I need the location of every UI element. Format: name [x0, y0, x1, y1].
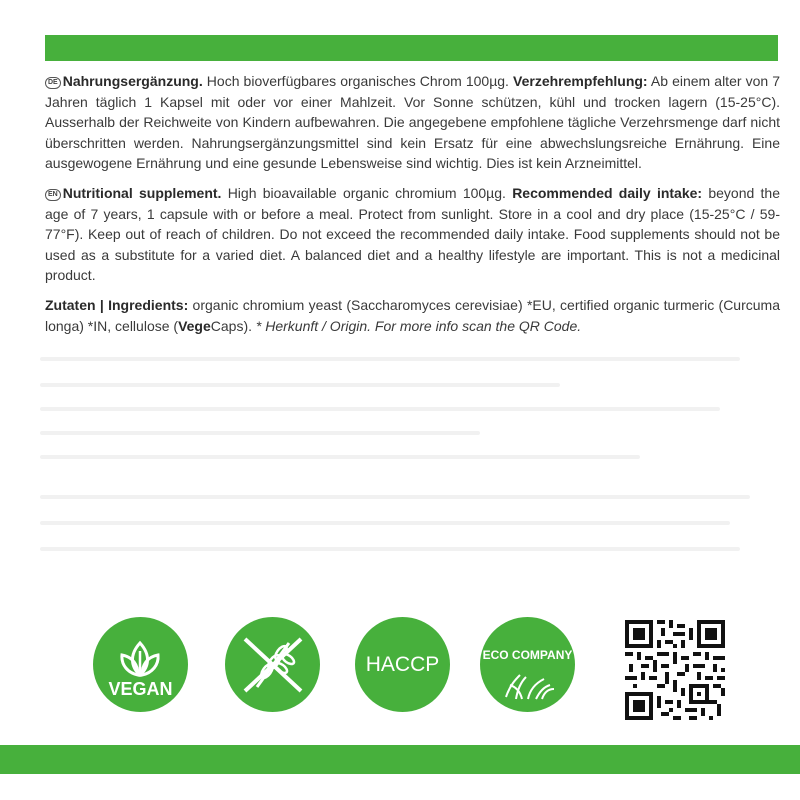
ingredients-label: Zutaten | Ingredients:: [45, 297, 189, 313]
en-recommend-label: Recommended daily intake:: [512, 185, 703, 201]
haccp-badge: [355, 617, 450, 712]
en-text-2: beyond the age of 7 years, 1 capsule with or before a meal. Protect from sunlight. Store in a cool and dry place (15-25°C / 59-77°F). Keep out of reach of children. Do not exceed the recommended daily intake. Food supplements should not be used as a substitute for a varied diet. A balanced diet and a healthy lifestyle are important. This is not a medicinal product.: [45, 185, 780, 283]
haccp-label: HACCP: [365, 653, 440, 676]
gluten-free-badge: [225, 617, 320, 712]
german-description: [45, 71, 780, 174]
lang-tag-de: DE: [45, 77, 61, 89]
de-text-2: Ab einem alter von 7 Jahren täglich 1 Kapsel mit oder vor einer Mahlzeit. Vor Sonne schützen, kühl und trocken lagern (15-25°C). Ausserhalb der Reichweite von Kindern aufbewahren. Die angegebene empfohlene tägliche Verzehrsmenge darf nicht überschritten werden. Nahrungsergänzungsmittel sind kein Ersatz für eine abwechslungsreiche Ernährung. Eine ausgewogene Ernährung und eine gesunde Lebensweise sind wichtig. Dies ist kein Arzneimittel.: [45, 73, 780, 171]
en-text-1: High bioavailable organic chromium 100µg.: [221, 185, 513, 201]
crossed-wheat-icon: [225, 617, 320, 712]
origin-note: * Herkunft / Origin. For more info scan the QR Code.: [255, 317, 582, 334]
ingredients-text-1: organic chromium yeast (Saccharomyces cerevisiae) *EU, certified organic turmeric (Curcuma longa) *IN, cellulose (: [45, 297, 780, 334]
eco-company-label: ECO COMPANY: [482, 648, 573, 662]
de-text-1: Hoch bioverfügbares organisches Chrom 100µg.: [202, 73, 514, 89]
top-green-bar: [45, 35, 778, 61]
ingredients-text-2: Caps).: [210, 317, 256, 334]
lang-tag-en: EN: [45, 189, 61, 201]
de-recommend-label: Verzehrempfehlung:: [513, 73, 648, 89]
eco-company-badge: [480, 617, 575, 712]
ingredients-block: [45, 295, 780, 336]
english-description: [45, 183, 780, 286]
bottom-green-bar: [0, 745, 800, 774]
qr-code[interactable]: [625, 620, 725, 720]
de-title: Nahrungsergänzung.: [62, 73, 203, 89]
en-title: Nutritional supplement.: [62, 185, 222, 201]
vegecaps-bold: Vege: [178, 317, 211, 334]
faded-background-text: [30, 345, 780, 575]
grass-icon: [480, 617, 575, 712]
vegan-label: VEGAN: [108, 679, 173, 699]
vegan-badge: [93, 617, 188, 712]
